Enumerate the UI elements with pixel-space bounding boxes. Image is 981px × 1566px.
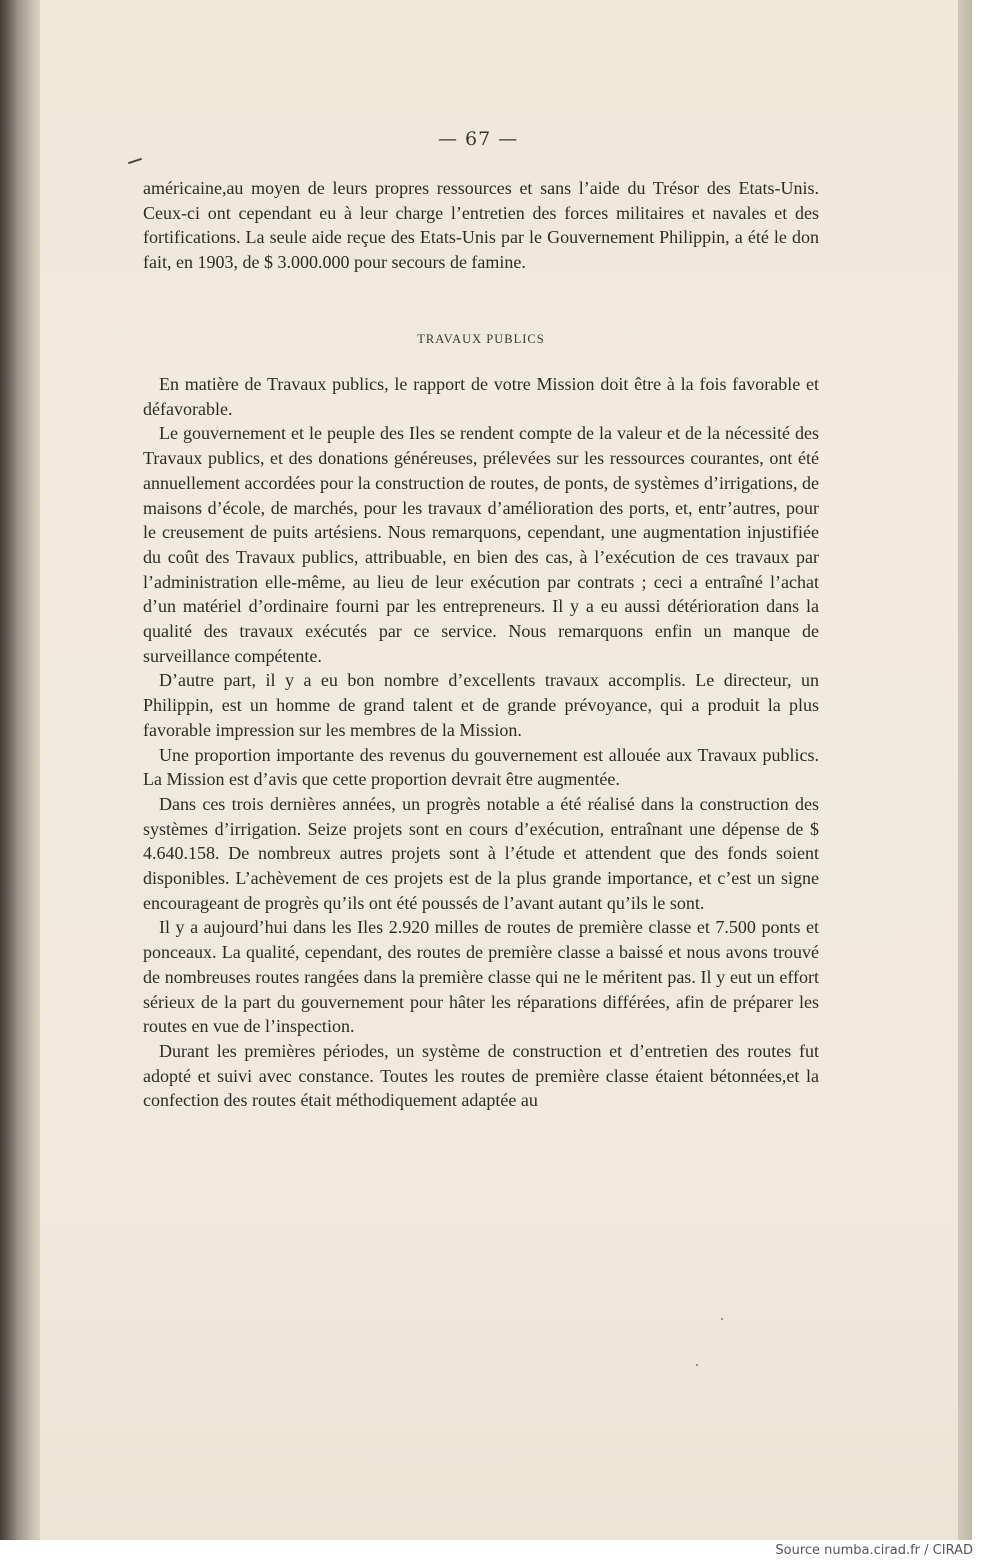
paragraph-2: Le gouvernement et le peuple des Iles se rendent compte de la valeur et de la nécessité des Travaux publics, et des donations généreuses, prélevées sur les ressources courantes, ont été annuellement accordées pour la construction de routes, de ponts, de systèmes d’irrigations, de maisons d’école, de marchés, pour les travaux d’amélioration des ports, et, entr’autres, pour le creusement de puits artésiens. Nous remarquons, cependant, une augmentation injustifiée du coût des Travaux publics, attribuable, en bien des cas, à l’exécution de ces travaux par l’administration elle-même, au lieu de leur exécution par contrats ; ceci a entraîné l’achat d’un matériel d’ordinaire fourni par les entrepreneurs. Il y a eu aussi détérioration dans la qualité des travaux exécutés par ce service. Nous remarquons enfin un manque de surveillance compétente. (143, 423, 819, 666)
document-page (40, 0, 959, 1540)
section-heading: TRAVAUX PUBLICS (417, 332, 545, 346)
paper-speck (721, 1318, 723, 1320)
paragraph-5: Dans ces trois dernières années, un progrès notable a été réalisé dans la construction des systèmes d’irrigation. Seize projets sont en cours d’exécution, entraînant une dépense de $ 4.640.158. De nombreux autres projets sont à l’étude et attendent que des fonds soient disponibles. L’achèvement de ces projets est de la plus grande importance, et c’est un signe encourageant de progrès qu’ils ont été poussés de l’avant autant qu’ils le sont. (143, 793, 819, 913)
paragraph-1: En matière de Travaux publics, le rapport de votre Mission doit être à la fois favorable et défavorable. (143, 374, 819, 419)
margin-mark (128, 158, 142, 164)
paragraph-6: Il y a aujourd’hui dans les Iles 2.920 milles de routes de première classe et 7.500 ponts et ponceaux. La qualité, cependant, des routes de première classe a baissé et nous avons trouvé de nombreuses routes rangées dans la première classe qui ne le méritent pas. Il y eut un effort sérieux de la part du gouvernement pour hâter les réparations différées, afin de préparer les routes en vue de l’inspection. (143, 917, 819, 1037)
intro-text (143, 176, 819, 275)
source-caption: Source numba.cirad.fr / CIRAD (775, 1543, 973, 1558)
intro-paragraph: américaine,au moyen de leurs propres ressources et sans l’aide du Trésor des Etats-Unis. Ceux-ci ont cependant eu à leur charge l’entretien des forces militaires et navales et des fortifications. La seule aide reçue des Etats-Unis par le Gouvernement Philippin, a été le don fait, en 1903, de $ 3.000.000 pour secours de famine. (143, 178, 819, 273)
page-number: — 67 — (438, 128, 519, 150)
book-binding (0, 0, 40, 1540)
body-text (143, 372, 819, 1113)
paragraph-7: Durant les premières périodes, un système de construction et d’entretien des routes fut adopté et suivi avec constance. Toutes les routes de première classe étaient bétonnées,et la confection des routes était méthodiquement adaptée au (143, 1040, 819, 1111)
paragraph-3: D’autre part, il y a eu bon nombre d’excellents travaux accomplis. Le directeur, un Philippin, est un homme de grand talent et de grande prévoyance, qui a produit la plus favorable impression sur les membres de la Mission. (143, 670, 819, 740)
paragraph-4: Une proportion importante des revenus du gouvernement est allouée aux Travaux publics. La Mission est d’avis que cette proportion devrait être augmentée. (143, 744, 819, 790)
paper-speck (696, 1364, 698, 1366)
